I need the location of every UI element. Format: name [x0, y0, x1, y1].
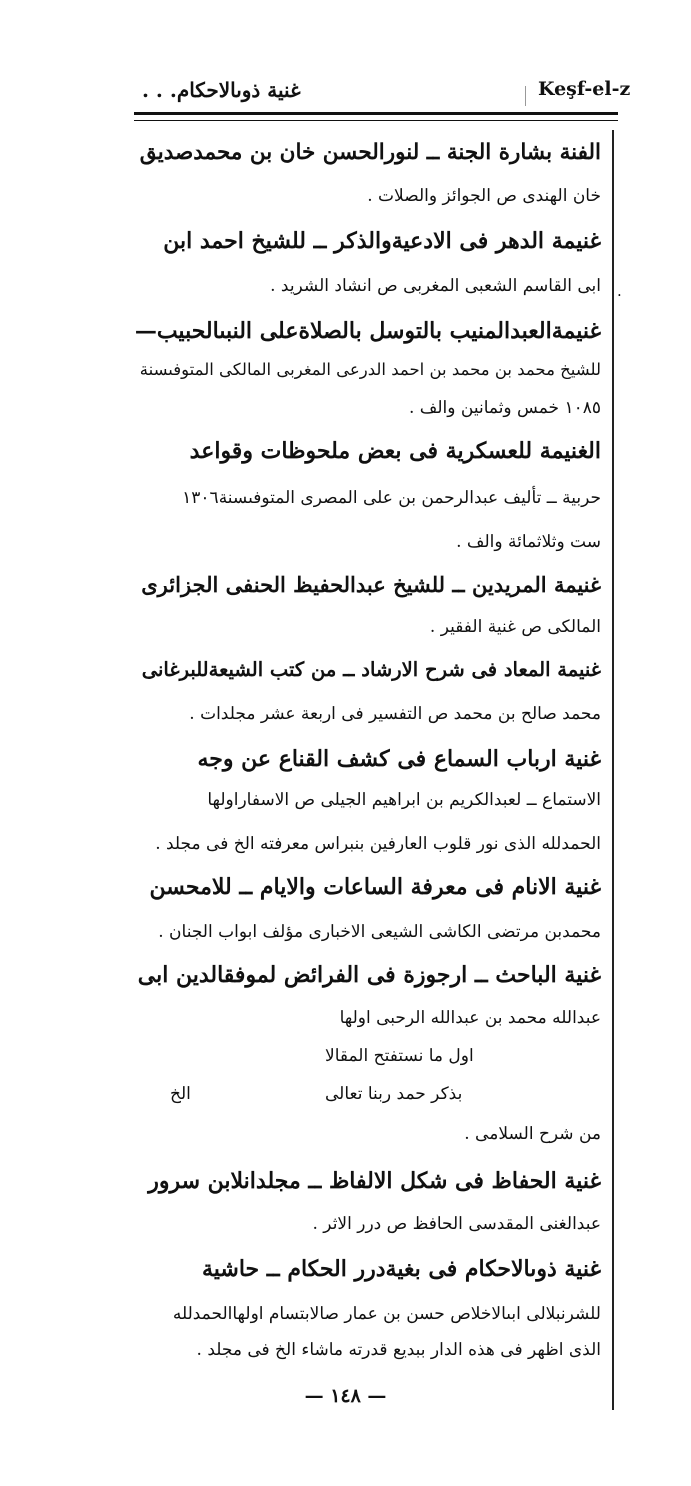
entry-line: ابى القاسم الشعبى المغربى ص انشاد الشريد .	[270, 276, 601, 296]
entry-line: الاستماع ــ لعبدالكريم بن ابراهيم الجيلى ص الاسفاراولها	[207, 790, 601, 810]
entry-line: محمد صالح بن محمد ص التفسير فى اربعة عشر مجلدات .	[189, 704, 601, 724]
margin-dot: .	[617, 282, 622, 300]
entry-line: غنيمةالعبدالمنيب بالتوسل بالصلاةعلى النبىالحبيب—	[134, 318, 601, 344]
entry-line: الذى اظهر فى هذه الدار ببديع قدرته ماشاء الخ فى مجلد .	[196, 1340, 601, 1360]
header-rule-thick	[134, 112, 618, 115]
entry-line: الغنيمة للعسكرية فى بعض ملحوظات وقواعد	[189, 438, 601, 464]
entry-line: خان الهندى ص الجوائز والصلات .	[367, 186, 601, 206]
entry-line: غنية ذوىالاحكام فى بغيةدرر الحكام ــ حاشية	[201, 1256, 601, 1282]
entry-line: ست وثلاثمائة والف .	[456, 532, 601, 552]
entry-line: غنية الباحث ــ ارجوزة فى الفرائض لموفقالدين ابى	[137, 962, 601, 988]
entry-line: للشيخ محمد بن محمد بن احمد الدرعى المغربى المالكى المتوفىسنة	[139, 360, 601, 379]
entry-line: من شرح السلامى .	[464, 1124, 601, 1144]
entry-line: للشرنبلالى ابىالاخلاص حسن بن عمار صالابتسام اولهاالحمدلله	[172, 1304, 601, 1324]
entry-line: غنيمة المعاد فى شرح الارشاد ــ من كتب الشيعةللبرغانى	[141, 658, 601, 681]
running-header-left: غنية ذوىالاحكام. . .	[142, 78, 301, 102]
header-tick	[525, 86, 526, 106]
margin-rule	[612, 130, 614, 1410]
verse-line-2: بذكر حمد ربنا تعالى	[325, 1084, 463, 1104]
running-header-right: Keşf-el-z	[538, 78, 631, 100]
entry-line: عبدالله محمد بن عبدالله الرحبى اولها	[339, 1008, 601, 1028]
entry-line: محمدبن مرتضى الكاشى الشيعى الاخبارى مؤلف ابواب الجنان .	[158, 922, 601, 942]
entry-line: غنية الانام فى معرفة الساعات والايام ــ للامحسن	[149, 874, 601, 900]
entry-line: غنية ارباب السماع فى كشف القناع عن وجه	[197, 746, 601, 772]
entry-line: الحمدلله الذى نور قلوب العارفين بنبراس معرفته الخ فى مجلد .	[155, 834, 601, 854]
entry-line: غنيمة المريدين ــ للشيخ عبدالحفيظ الحنفى الجزائرى	[141, 572, 601, 597]
entry-line: غنية الحفاظ فى شكل الالفاظ ــ مجلدانلابن سرور	[148, 1168, 601, 1194]
entry-line: الفنة بشارة الجنة ــ لنورالحسن خان بن محمدصديق	[139, 140, 601, 165]
entry-line: عبدالغنى المقدسى الحافظ ص درر الاثر .	[312, 1214, 601, 1234]
entry-line: حربية ــ تأليف عبدالرحمن بن على المصرى المتوفىسنة١٣٠٦	[182, 488, 601, 508]
verse-etc: الخ	[170, 1084, 191, 1104]
page-number: — ١٤٨ —	[304, 1385, 387, 1407]
entry-line: المالكى ص غنية الفقير .	[429, 617, 601, 637]
entry-line: ١٠٨٥ خمس وثمانين والف .	[408, 398, 601, 418]
entry-line: غنيمة الدهر فى الادعيةوالذكر ــ للشيخ احمد ابن	[163, 228, 601, 254]
header-rule-thin	[134, 120, 618, 121]
verse-line-1: اول ما نستفتح المقالا	[325, 1046, 474, 1066]
